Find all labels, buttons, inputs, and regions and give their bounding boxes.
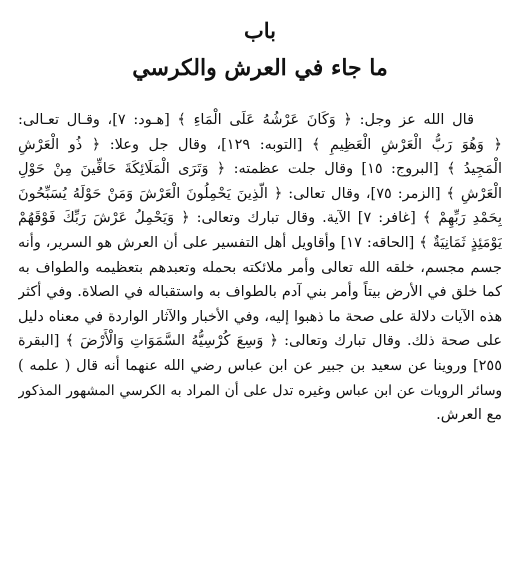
text-line: مع العرش. [436,407,502,424]
text-line: الْعَرْشِ ﴾ [الزمر: ٧٥]، وقال تعالى: ﴿ الَّذِينَ يَحْمِلُونَ الْعَرْشَ وَمَنْ حَوْلَهُ يُسَبِّحُونَ [18,185,502,202]
text-line: هذه الآيات دلالة على صحة ما ذهبوا إليه، وفي الأخبار والآثار الواردة في معناه دليل [18,308,502,325]
chapter-heading: باب [243,18,276,43]
text-line: الْمَجِيدُ ﴾ [البروج: ١٥] وقال جلت عظمته: ﴿ وَتَرَى الْمَلَائِكَةَ حَافِّينَ مِنْ حَوْلِ [18,161,502,178]
text-line: يَوْمَئِذٍ ثَمَانِيَةٌ ﴾ [الحاقه: ١٧] وأقاويل أهل التفسير على أن العرش هو السرير، وأنه [18,234,502,251]
text-line: ﴿ وَهُوَ رَبُّ الْعَرْشِ الْعَظِيمِ ﴾ [التوبه: ١٢٩]، وقال جل وعلا: ﴿ ذُو الْعَرْشِ [18,136,502,153]
text-line: قال الله عز وجل: ﴿ وَكَانَ عَرْشُهُ عَلَى الْمَاءِ ﴾ [هـود: ٧]، وقـال تعـالى: [18,112,474,128]
chapter-title: ما جاء في العرش والكرسي [132,55,388,81]
text-line: على صحة ذلك. وقال تبارك وتعالى: ﴿ وَسِعَ كُرْسِيُّهُ السَّمَوَاتِ وَالْأَرْضَ ﴾ [البقرة [18,333,502,350]
body-text [18,108,502,428]
text-line: جسم مجسم، خلقه الله تعالى وأمر ملائكته بحمله وتعبدهم بتعظيمه والطواف به [18,259,502,276]
text-line: كما خلق في الأرض بيتاً وأمر بني آدم بالطواف به واستقباله في الصلاة. وفي أكثر [18,284,502,301]
text-line: وسائر الرويات عن ابن عباس وغيره تدل على أن المراد به الكرسي المشهور المذكور [18,382,502,399]
text-line: بِحَمْدِ رَبِّهِمْ ﴾ [غافر: ٧] الآية. وقال تبارك وتعالى: ﴿ وَيَحْمِلُ عَرْشَ رَبِّكَ فَوْقَهُمْ [18,210,502,227]
text-line: ٢٥٥] وروينا عن سعيد بن جبير عن ابن عباس رضي الله عنهما أنه قال ( علمه ) [18,357,502,374]
